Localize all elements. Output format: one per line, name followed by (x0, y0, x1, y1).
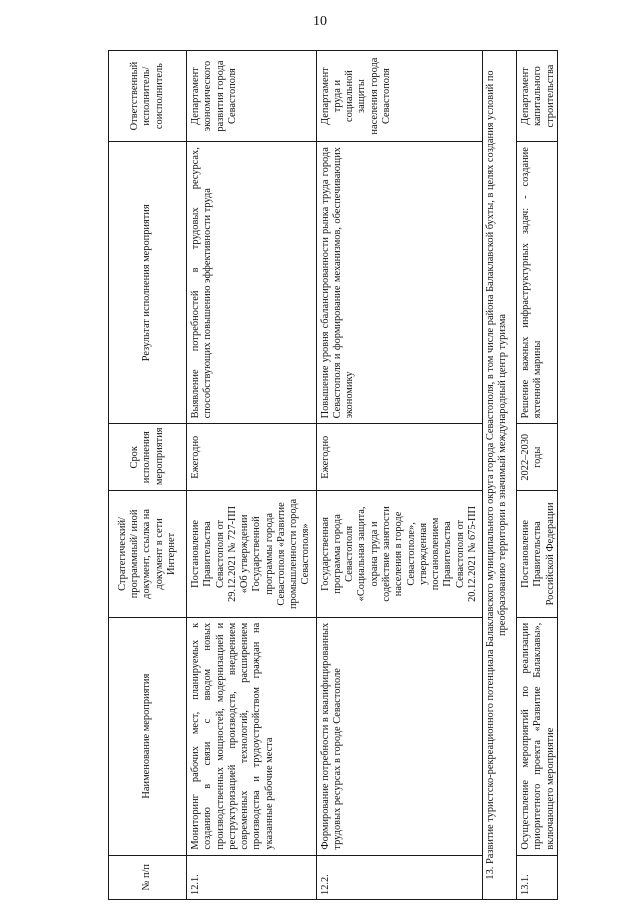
table-row (187, 51, 317, 900)
header-term: Срок исполнения мероприятия (109, 424, 187, 491)
row-term: Ежегодно (187, 424, 317, 491)
rotated-table-container (108, 50, 556, 900)
row-responsible: Департамент капитального строительства (517, 51, 558, 142)
table-row (517, 51, 558, 900)
row-name: Формирование потребности в квалифицированных трудовых ресурсах в городе Севастополе (316, 617, 482, 855)
row-num: 13.1. (517, 855, 558, 899)
page-number: 10 (313, 14, 327, 29)
row-term: Ежегодно (316, 424, 482, 491)
row-responsible: Департамент экономического развития города Севастополя (187, 51, 317, 142)
table-row (316, 51, 482, 900)
measures-table (108, 50, 558, 900)
row-document: Государственная программа города Севастополя «Социальная защита, охрана труда и содействие занятости населения в городе Севастополе», утвержденная постановлением Правительства Севастополя от 20.12.2021 № 675-ПП (316, 491, 482, 618)
header-num: № п/п (109, 855, 187, 899)
row-name: Мониторинг рабочих мест, планируемых к созданию в связи с вводом новых производственных мощностей, модернизацией и реструктуризацией производств, внедрением современных технологий, расширением производства и трудоустройством граждан на указанные рабочие места (187, 617, 317, 855)
row-result: Повышение уровня сбалансированности рынка труда города Севастополя и формирование механизмов, обеспечивающих экономику (316, 142, 482, 424)
section-heading-row (483, 51, 517, 900)
table-header-row (109, 51, 187, 900)
header-name: Наименование мероприятия (109, 617, 187, 855)
header-responsible: Ответственный исполнитель/ соисполнитель (109, 51, 187, 142)
header-document: Стратегический/ программный/ иной документ, ссылка на документ в сети Интернет (109, 491, 187, 618)
row-name: Осуществление мероприятий по реализации приоритетного проекта «Развитие Балаклавы», включающего мероприятие (517, 617, 558, 855)
document-table-area (108, 50, 556, 900)
row-document: Постановление Правительства Российской Федерации (517, 491, 558, 618)
section-title: 13. Развитие туристско-рекреационного потенциала Балаклавского муниципального округа города Севастополя, в том числе района Балаклавской бухты, в целях создания условий по преобразованию территории в значимый международный центр туризма (483, 51, 517, 900)
row-num: 12.2. (316, 855, 482, 899)
header-result: Результат исполнения мероприятия (109, 142, 187, 424)
row-term: 2022–2030 годы (517, 424, 558, 491)
row-result: Выявление потребностей в трудовых ресурсах, способствующих повышению эффективности труда (187, 142, 317, 424)
row-document: Постановление Правительства Севастополя от 29.12.2021 № 727-ПП «Об утверждении Государственной программы города Севастополя «Развитие промышленности города Севастополя» (187, 491, 317, 618)
row-num: 12.1. (187, 855, 317, 899)
row-result: Решение важных инфраструктурных задач: - создание яхтенной марины (517, 142, 558, 424)
row-responsible: Департамент труда и социальной защиты населения города Севастополя (316, 51, 482, 142)
